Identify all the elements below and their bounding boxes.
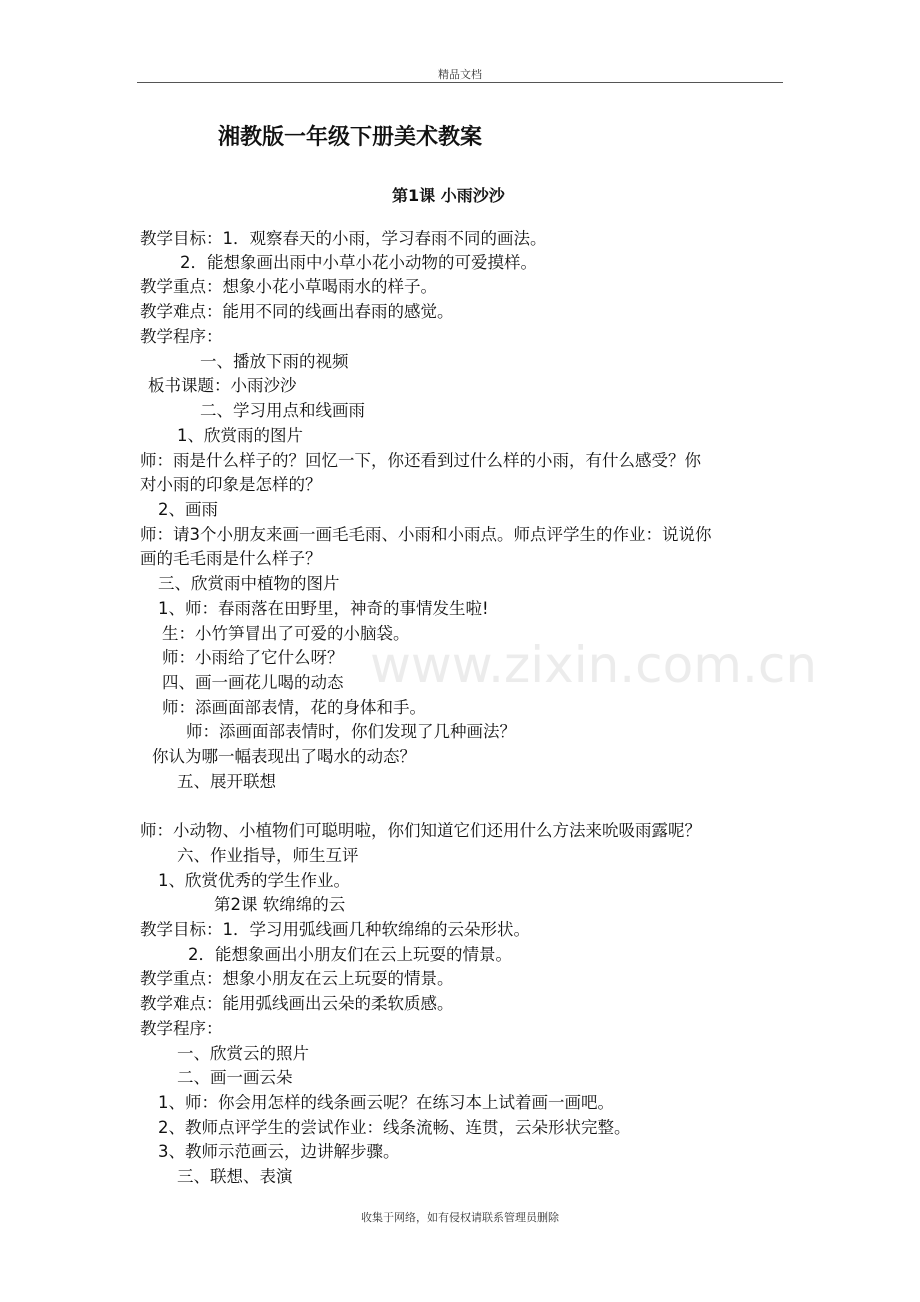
body-line: 2．能想象画出雨中小草小花小动物的可爱摸样。 xyxy=(180,253,537,272)
body-line: 你认为哪一幅表现出了喝水的动态？ xyxy=(152,747,416,766)
body-line: 教学程序： xyxy=(140,327,223,346)
body-line: 教学重点：想象小花小草喝雨水的样子。 xyxy=(140,277,437,296)
body-line: 板书课题：小雨沙沙 xyxy=(148,376,297,395)
document-title: 湘教版一年级下册美术教案 xyxy=(218,125,483,150)
body-line: 师：雨是什么样子的？回忆一下，你还看到过什么样的小雨，有什么感受？你 xyxy=(140,451,701,470)
body-line: 六、作业指导，师生互评 xyxy=(177,846,359,865)
body-line: 三、联想、表演 xyxy=(177,1167,293,1186)
lesson-2-title: 第2课 软绵绵的云 xyxy=(214,895,346,914)
body-line: 1、欣赏雨的图片 xyxy=(177,426,303,445)
body-line: 师：添画面部表情时，你们发现了几种画法？ xyxy=(186,722,516,741)
body-line: 二、学习用点和线画雨 xyxy=(200,401,365,420)
watermark: www.zixin.com.cn xyxy=(370,636,818,694)
body-line: 五、展开联想 xyxy=(177,772,276,791)
body-line: 教学难点：能用不同的线画出春雨的感觉。 xyxy=(140,302,454,321)
body-line: 教学重点：想象小朋友在云上玩耍的情景。 xyxy=(140,969,454,988)
body-line: 1、师：你会用怎样的线条画云呢？在练习本上试着画一画吧。 xyxy=(158,1093,614,1112)
body-line: 师：添画面部表情，花的身体和手。 xyxy=(162,698,426,717)
body-line: 教学目标：1．观察春天的小雨，学习春雨不同的画法。 xyxy=(140,229,547,248)
body-line: 教学难点：能用弧线画出云朵的柔软质感。 xyxy=(140,994,454,1013)
page-footer: 收集于网络，如有侵权请联系管理员删除 xyxy=(361,1211,559,1224)
body-line: 一、播放下雨的视频 xyxy=(200,352,349,371)
body-line: 1、欣赏优秀的学生作业。 xyxy=(158,871,350,890)
body-line: 师：请3个小朋友来画一画毛毛雨、小雨和小雨点。师点评学生的作业：说说你 xyxy=(140,525,712,544)
body-line: 2、教师点评学生的尝试作业：线条流畅、连贯，云朵形状完整。 xyxy=(158,1118,631,1137)
body-line: 四、画一画花儿喝的动态 xyxy=(162,673,344,692)
body-line: 师：小动物、小植物们可聪明啦，你们知道它们还用什么方法来吮吸雨露呢？ xyxy=(140,821,701,840)
body-line: 三、欣赏雨中植物的图片 xyxy=(158,574,340,593)
body-line: 2、画雨 xyxy=(158,500,218,519)
body-line: 画的毛毛雨是什么样子？ xyxy=(140,549,322,568)
body-line: 教学目标：1．学习用弧线画几种软绵绵的云朵形状。 xyxy=(140,920,530,939)
body-line: 二、画一画云朵 xyxy=(177,1068,293,1087)
body-line: 1、师：春雨落在田野里，神奇的事情发生啦! xyxy=(158,599,489,618)
body-line: 师：小雨给了它什么呀？ xyxy=(162,648,344,667)
body-line: 3、教师示范画云，边讲解步骤。 xyxy=(158,1142,400,1161)
body-line: 生：小竹笋冒出了可爱的小脑袋。 xyxy=(162,624,410,643)
header-divider xyxy=(137,82,783,83)
body-line: 教学程序： xyxy=(140,1019,223,1038)
body-line: 一、欣赏云的照片 xyxy=(177,1044,309,1063)
page-header: 精品文档 xyxy=(438,68,482,81)
body-line: 2．能想象画出小朋友们在云上玩耍的情景。 xyxy=(188,945,512,964)
body-line: 对小雨的印象是怎样的？ xyxy=(140,475,322,494)
lesson-1-title: 第1课 小雨沙沙 xyxy=(392,186,505,205)
